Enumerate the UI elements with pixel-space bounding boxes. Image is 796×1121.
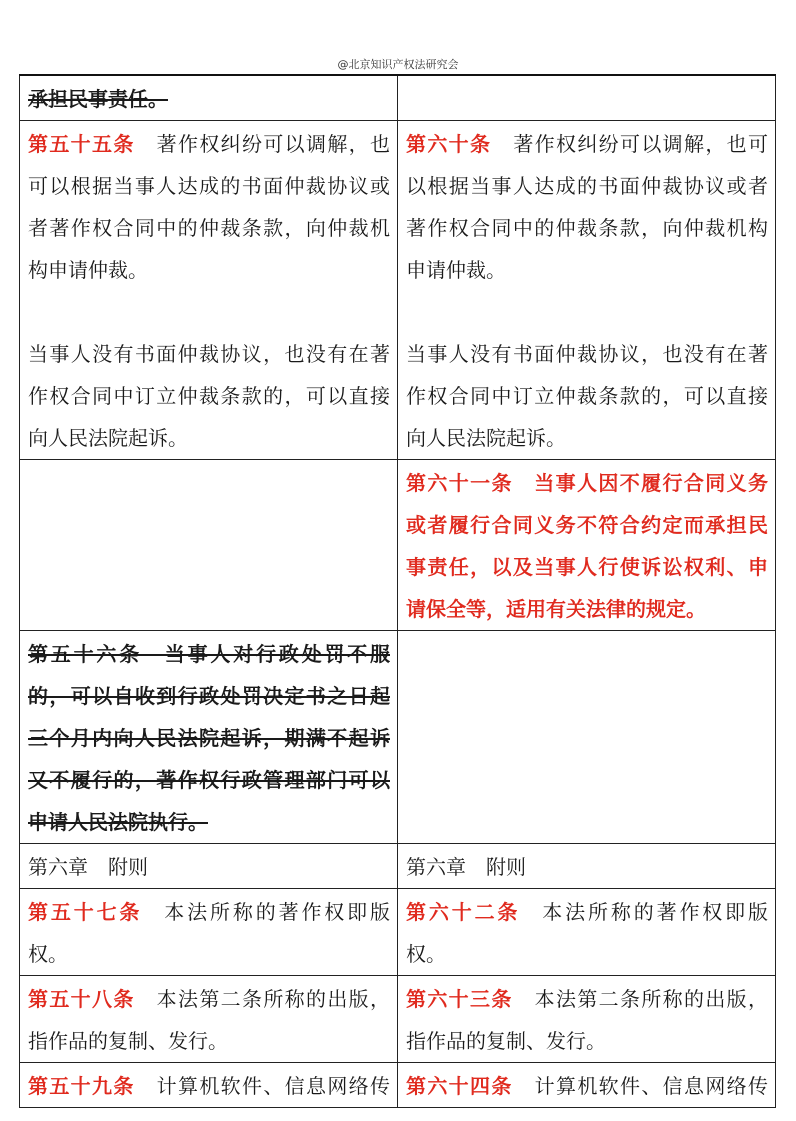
text-line [406, 333, 768, 375]
text-line [406, 123, 768, 165]
new-version-cell [398, 976, 776, 1063]
text-line [28, 165, 390, 207]
text-line [28, 633, 390, 675]
article-text: 事责任，以及当事人行使诉讼权利、申 [406, 555, 768, 579]
new-version-cell [398, 631, 776, 844]
table-row [20, 844, 776, 889]
article-text: 向人民法院起诉。 [406, 426, 566, 450]
article-text: 向人民法院起诉。 [28, 426, 188, 450]
article-text: 计算机软件、信息网络传 [534, 1074, 768, 1098]
text-line [406, 291, 768, 333]
article-text: 当事人没有书面仲裁协议，也没有在著 [406, 342, 768, 366]
article-number: 第六十条 [406, 132, 492, 156]
article-number: 第五十五条 [28, 132, 135, 156]
article-text: 者著作权合同中的仲裁条款，向仲裁机 [28, 216, 390, 240]
article-text: 权。 [28, 942, 68, 966]
article-text: 第五十六条 当事人对行政处罚不服 [28, 642, 390, 666]
text-line [28, 78, 390, 120]
article-text: 可以根据当事人达成的书面仲裁协议或 [28, 174, 390, 198]
article-text: 申请人民法院执行。 [28, 810, 208, 834]
article-text: 承担民事责任。 [28, 87, 168, 111]
text-line [406, 207, 768, 249]
text-line [28, 675, 390, 717]
text-line [406, 417, 768, 459]
text-line [406, 546, 768, 588]
article-text: 计算机软件、信息网络传 [156, 1074, 390, 1098]
text-line [28, 249, 390, 291]
table-row [20, 889, 776, 976]
text-line [406, 933, 768, 975]
table-row [20, 121, 776, 460]
text-line [406, 1020, 768, 1062]
text-line [28, 846, 390, 888]
article-number: 第六十三条 [406, 987, 513, 1011]
text-line [406, 375, 768, 417]
article-text: 请保全等，适用有关法律的规定。 [406, 597, 706, 621]
text-line [406, 846, 768, 888]
new-version-cell [398, 121, 776, 460]
new-version-cell [398, 889, 776, 976]
article-text: 作权合同中订立仲裁条款的，可以直接 [28, 384, 390, 408]
article-text: 第六章 附则 [28, 855, 148, 879]
article-text: 权。 [406, 942, 446, 966]
article-text: 本法所称的著作权即版 [542, 900, 768, 924]
article-text: 或者履行合同义务不符合约定而承担民 [406, 513, 768, 537]
article-text: 本法所称的著作权即版 [164, 900, 390, 924]
article-text: 构申请仲裁。 [28, 258, 148, 282]
table-row [20, 1063, 776, 1108]
text-line [406, 588, 768, 630]
article-text: 当事人没有书面仲裁协议，也没有在著 [28, 342, 390, 366]
law-comparison-table [19, 74, 776, 1108]
article-text: 第六十一条 当事人因不履行合同义务 [406, 471, 768, 495]
text-line [28, 291, 390, 333]
text-line [406, 1065, 768, 1107]
table-row [20, 460, 776, 631]
new-version-cell [398, 1063, 776, 1108]
new-version-cell [398, 75, 776, 121]
text-line [28, 978, 390, 1020]
article-text: 的，可以自收到行政处罚决定书之日起 [28, 684, 390, 708]
text-line [406, 462, 768, 504]
article-text: 第六章 附则 [406, 855, 526, 879]
old-version-cell [20, 75, 398, 121]
text-line [28, 123, 390, 165]
text-line [28, 759, 390, 801]
text-line [28, 801, 390, 843]
text-line [28, 1065, 390, 1107]
new-version-cell [398, 844, 776, 889]
text-line [406, 891, 768, 933]
article-text: 三个月内向人民法院起诉，期满不起诉 [28, 726, 390, 750]
text-line [28, 891, 390, 933]
article-text: 指作品的复制、发行。 [28, 1029, 228, 1053]
text-line [28, 717, 390, 759]
article-text: 本法第二条所称的出版， [156, 987, 390, 1011]
article-text: 著作权合同中的仲裁条款，向仲裁机构 [406, 216, 768, 240]
old-version-cell [20, 1063, 398, 1108]
article-text: 申请仲裁。 [406, 258, 506, 282]
old-version-cell [20, 631, 398, 844]
new-version-cell [398, 460, 776, 631]
text-line [406, 165, 768, 207]
article-number: 第五十九条 [28, 1074, 135, 1098]
article-text: 以根据当事人达成的书面仲裁协议或者 [406, 174, 768, 198]
table-row [20, 631, 776, 844]
article-text: 本法第二条所称的出版， [534, 987, 768, 1011]
text-line [406, 249, 768, 291]
article-text: 著作权纠纷可以调解，也 [156, 132, 390, 156]
text-line [406, 978, 768, 1020]
text-line [28, 1020, 390, 1062]
text-line [28, 417, 390, 459]
old-version-cell [20, 889, 398, 976]
table-row [20, 75, 776, 121]
text-line [28, 333, 390, 375]
old-version-cell [20, 121, 398, 460]
text-line [28, 207, 390, 249]
article-number: 第六十四条 [406, 1074, 513, 1098]
article-number: 第六十二条 [406, 900, 521, 924]
article-text: 又不履行的，著作权行政管理部门可以 [28, 768, 390, 792]
article-text: 著作权纠纷可以调解，也可 [513, 132, 768, 156]
article-number: 第五十七条 [28, 900, 143, 924]
text-line [406, 504, 768, 546]
article-number: 第五十八条 [28, 987, 135, 1011]
old-version-cell [20, 976, 398, 1063]
table-row [20, 976, 776, 1063]
text-line [28, 933, 390, 975]
old-version-cell [20, 460, 398, 631]
old-version-cell [20, 844, 398, 889]
article-text: 指作品的复制、发行。 [406, 1029, 606, 1053]
article-text: 作权合同中订立仲裁条款的，可以直接 [406, 384, 768, 408]
watermark: @北京知识产权法研究会 [337, 58, 459, 71]
text-line [28, 375, 390, 417]
